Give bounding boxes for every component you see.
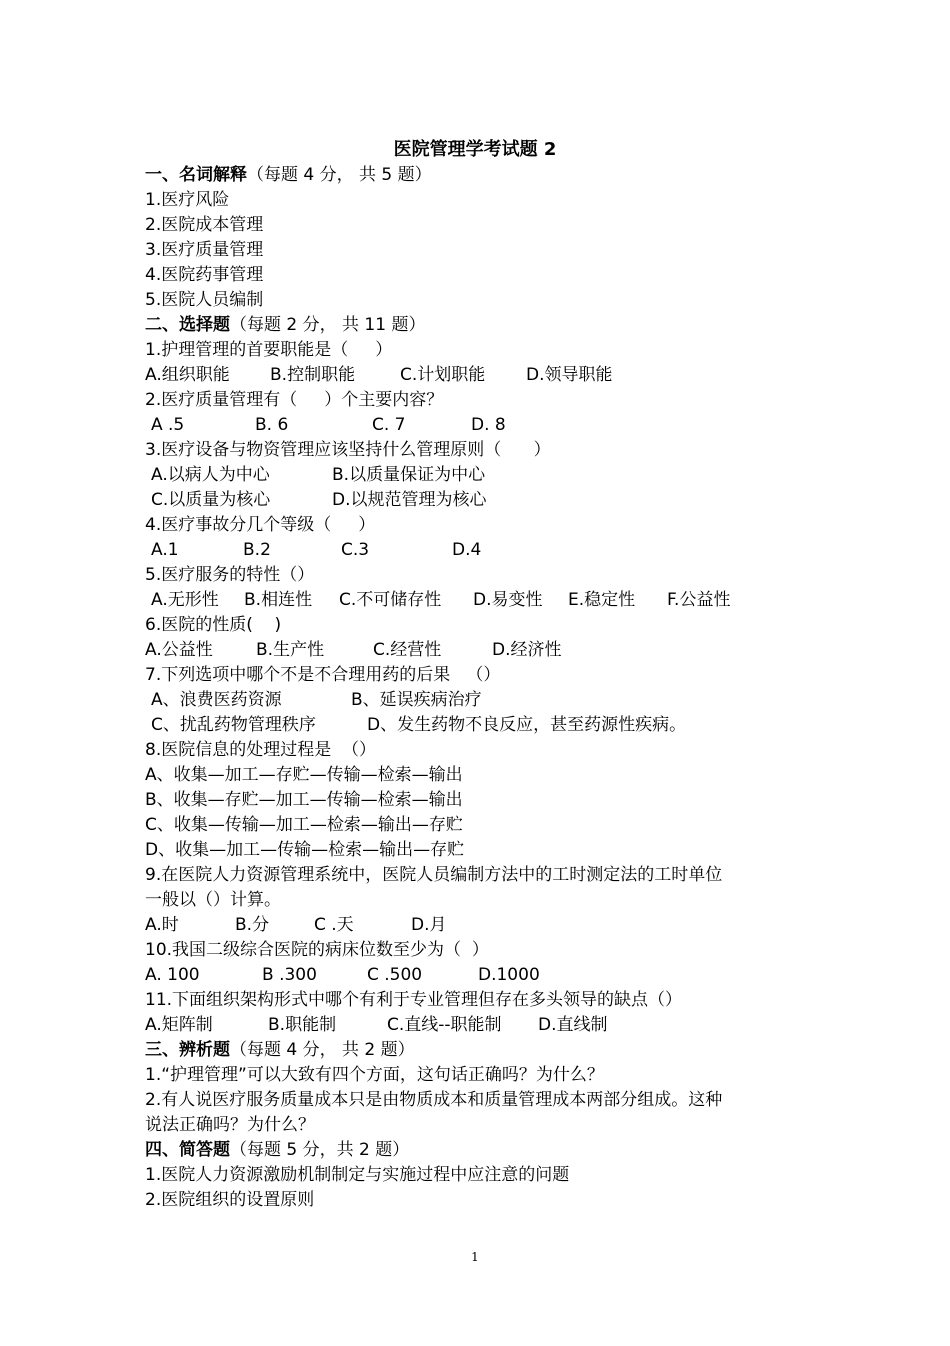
section-heading-choice (145, 313, 825, 338)
option: C. 7 (372, 415, 406, 435)
option: D.4 (452, 540, 482, 560)
option: A、浪费医药资源 (151, 690, 282, 710)
option: C.以质量为核心 (151, 490, 271, 510)
option: A.1 (151, 540, 179, 560)
option: D.以规范管理为核心 (332, 490, 487, 510)
option: A.矩阵制 (145, 1015, 213, 1035)
option-row (145, 913, 825, 938)
option: A.组织职能 (145, 365, 230, 385)
option-row (145, 413, 825, 438)
option: B.生产性 (256, 640, 325, 660)
option-row (145, 688, 825, 713)
page-number: 1 (471, 1250, 479, 1264)
option: C、扰乱药物管理秩序 (151, 715, 316, 735)
option-row (145, 488, 825, 513)
option: C.计划职能 (400, 365, 486, 385)
option: C .天 (314, 915, 354, 935)
option: D.直线制 (538, 1015, 608, 1035)
option: F.公益性 (667, 590, 731, 610)
section-label: 三、辨析题 (145, 1040, 230, 1060)
section-label: 一、名词解释 (145, 165, 247, 185)
question-stem-cont: 一般以（）计算。 (145, 890, 281, 910)
option: B.2 (243, 540, 271, 560)
term-item: 4.医院药事管理 (145, 265, 264, 285)
option: B.职能制 (268, 1015, 337, 1035)
option: D. 8 (471, 415, 506, 435)
option: A.以病人为中心 (151, 465, 270, 485)
section-note: （每题 2 分， 共 11 题） (230, 315, 426, 335)
question-stem: 6.医院的性质( ) (145, 615, 282, 635)
question-stem: 7.下列选项中哪个不是不合理用药的后果 （） (145, 665, 501, 685)
option: D、发生药物不良反应，甚至药源性疾病。 (367, 715, 687, 735)
question-stem: 4.医疗事故分几个等级（ ） (145, 515, 376, 535)
question-stem: 11.下面组织架构形式中哪个有利于专业管理但存在多头领导的缺点（） (145, 990, 683, 1010)
option: A .5 (151, 415, 185, 435)
section-note: （每题 4 分， 共 2 题） (230, 1040, 415, 1060)
option: D.1000 (478, 965, 540, 985)
option: B.相连性 (244, 590, 313, 610)
term-item: 1.医疗风险 (145, 190, 230, 210)
option: A.公益性 (145, 640, 213, 660)
question-stem: 8.医院信息的处理过程是 （） (145, 740, 377, 760)
option-row (145, 638, 825, 663)
option: B.分 (235, 915, 270, 935)
option: B.以质量保证为中心 (332, 465, 486, 485)
section-heading-terms (145, 163, 825, 188)
short-item: 1.医院人力资源激励机制制定与实施过程中应注意的问题 (145, 1165, 570, 1185)
analysis-item-cont: 说法正确吗？为什么？ (145, 1115, 315, 1135)
option-row (145, 588, 825, 613)
question-stem: 10.我国二级综合医院的病床位数至少为（ ） (145, 940, 489, 960)
exam-content (145, 136, 825, 1213)
option: D、收集—加工—传输—检索—输出—存贮 (145, 840, 465, 860)
analysis-item: 1.“护理管理”可以大致有四个方面，这句话正确吗？为什么？ (145, 1065, 604, 1085)
section-heading-analysis (145, 1038, 825, 1063)
option: A. 100 (145, 965, 200, 985)
page-title: 医院管理学考试题 2 (393, 139, 557, 160)
question-stem: 3.医疗设备与物资管理应该坚持什么管理原则（ ） (145, 440, 551, 460)
option: A、收集—加工—存贮—传输—检索—输出 (145, 765, 463, 785)
term-item: 3.医疗质量管理 (145, 240, 264, 260)
section-label: 二、选择题 (145, 315, 230, 335)
option: E.稳定性 (568, 590, 636, 610)
option: C.3 (341, 540, 370, 560)
option: C.直线--职能制 (387, 1015, 502, 1035)
option: C、收集—传输—加工—检索—输出—存贮 (145, 815, 463, 835)
question-stem: 9.在医院人力资源管理系统中，医院人员编制方法中的工时测定法的工时单位 (145, 865, 723, 885)
option-row (145, 963, 825, 988)
question-stem: 1.护理管理的首要职能是（ ） (145, 340, 393, 360)
short-item: 2.医院组织的设置原则 (145, 1190, 315, 1210)
option-row (145, 363, 825, 388)
question-stem: 5.医疗服务的特性（） (145, 565, 315, 585)
option: D.经济性 (492, 640, 562, 660)
term-item: 5.医院人员编制 (145, 290, 264, 310)
option: D.领导职能 (526, 365, 613, 385)
section-heading-short (145, 1138, 825, 1163)
section-note: （每题 4 分， 共 5 题） (247, 165, 432, 185)
option: A.无形性 (151, 590, 219, 610)
option: C .500 (367, 965, 423, 985)
option: B、延误疾病治疗 (351, 690, 482, 710)
option: D.月 (411, 915, 447, 935)
question-stem: 2.医疗质量管理有（ ）个主要内容？ (145, 390, 444, 410)
option: D.易变性 (473, 590, 543, 610)
option: B .300 (262, 965, 317, 985)
option-row (145, 538, 825, 563)
section-label: 四、简答题 (145, 1140, 230, 1160)
term-item: 2.医院成本管理 (145, 215, 264, 235)
option-row (145, 463, 825, 488)
option-row (145, 713, 825, 738)
option: C.不可储存性 (339, 590, 442, 610)
option-row (145, 1013, 825, 1038)
option: C.经营性 (373, 640, 442, 660)
option: B、收集—存贮—加工—传输—检索—输出 (145, 790, 463, 810)
analysis-item: 2.有人说医疗服务质量成本只是由物质成本和质量管理成本两部分组成。这种 (145, 1090, 723, 1110)
option: B. 6 (255, 415, 289, 435)
option: A.时 (145, 915, 179, 935)
section-note: （每题 5 分，共 2 题） (230, 1140, 410, 1160)
option: B.控制职能 (270, 365, 356, 385)
